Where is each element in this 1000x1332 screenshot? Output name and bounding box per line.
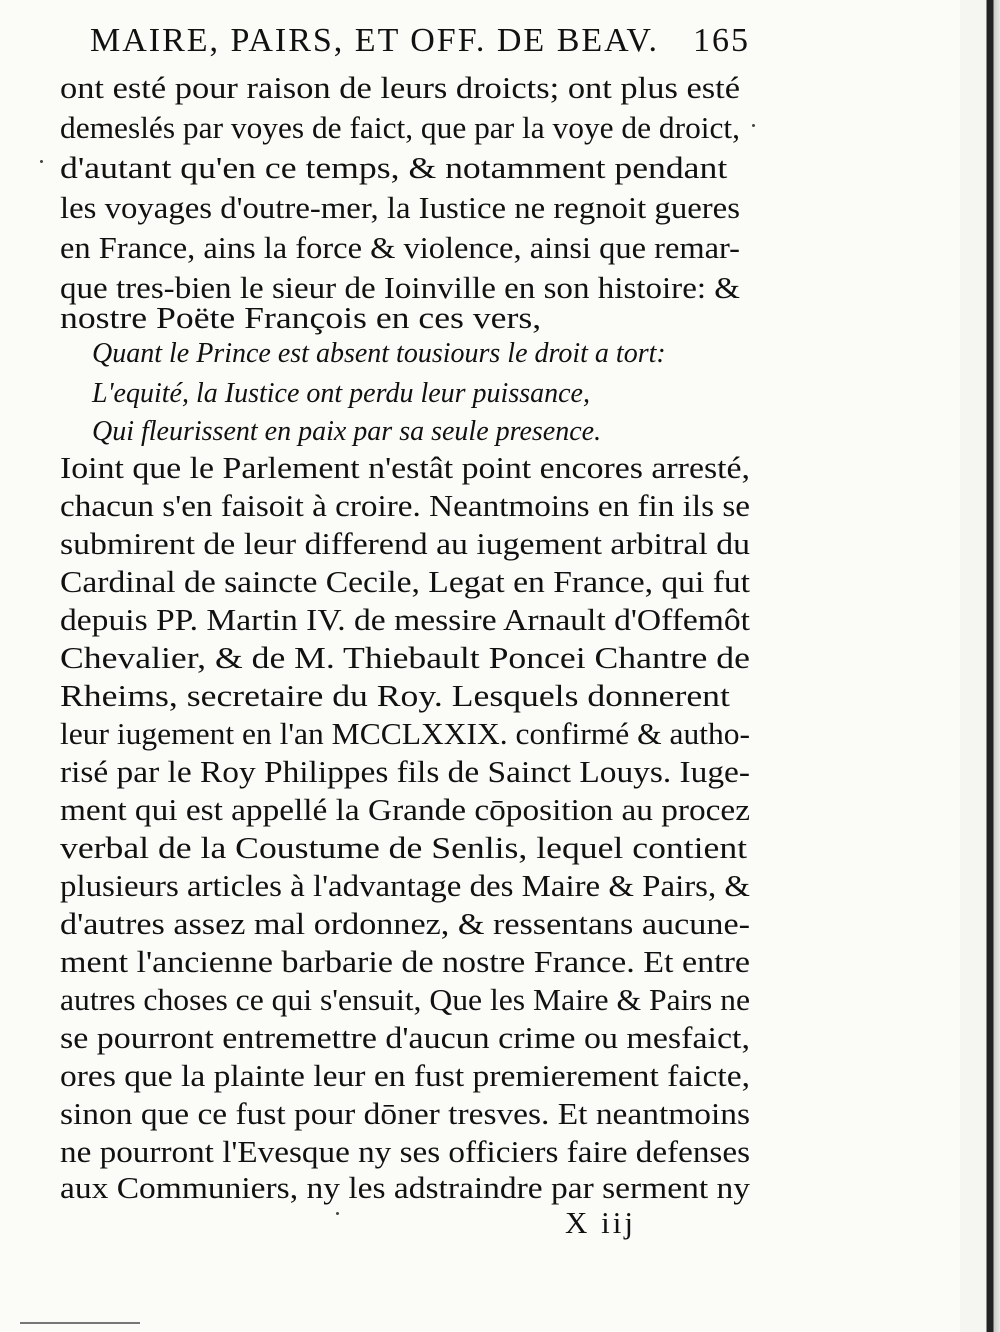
text-line: ores que la plainte leur en fust premierement faicte, [60, 1058, 750, 1093]
verse-line: L'equité, la Iustice ont perdu leur puissance, [92, 378, 590, 409]
text-line: sinon que ce fust pour dōner tresves. Et neantmoins [60, 1096, 750, 1131]
page-edge-shadow [960, 0, 1000, 1332]
text-line: demeslés par voyes de faict, que par la voye de droict, [60, 110, 740, 145]
text-line: verbal de la Coustume de Senlis, lequel contient [60, 830, 748, 865]
ink-speck [336, 1212, 339, 1215]
text-line: en France, ains la force & violence, ainsi que remar- [60, 230, 740, 265]
text-line: ment qui est appellé la Grande cōposition au procez [60, 792, 750, 827]
running-header [90, 22, 750, 72]
text-line: autres choses ce qui s'ensuit, Que les Maire & Pairs ne [60, 982, 750, 1017]
running-title: MAIRE, PAIRS, ET OFF. DE BEAV. [90, 22, 659, 59]
text-line: risé par le Roy Philippes fils de Sainct Louys. Iuge- [60, 754, 750, 789]
text-line: aux Communiers, ny les adstraindre par serment ny [60, 1170, 750, 1205]
text-line: Cardinal de saincte Cecile, Legat en France, qui fut [60, 564, 750, 599]
text-line: d'autant qu'en ce temps, & notamment pendant [60, 150, 728, 185]
ink-speck [752, 124, 755, 127]
text-line: depuis PP. Martin IV. de messire Arnault d'Offemôt [60, 602, 750, 637]
text-line: ont esté pour raison de leurs droicts; ont plus esté [60, 70, 740, 105]
text-line: Chevalier, & de M. Thiebault Poncei Chantre de [60, 640, 750, 675]
text-line: chacun s'en faisoit à croire. Neantmoins en fin ils se [60, 488, 750, 523]
text-line: plusieurs articles à l'advantage des Maire & Pairs, & [60, 868, 750, 903]
text-line: leur iugement en l'an MCCLXXIX. confirmé & autho- [60, 716, 750, 751]
text-line: nostre Poëte François en ces vers, [60, 300, 542, 335]
signature-mark: X iij [565, 1205, 636, 1240]
text-line: Ioint que le Parlement n'estât point encores arresté, [60, 450, 750, 485]
text-line: ment l'ancienne barbarie de nostre France. Et entre [60, 944, 750, 979]
text-line: Rheims, secretaire du Roy. Lesquels donnerent [60, 678, 730, 713]
text-line: submirent de leur differend au iugement arbitral du [60, 526, 750, 561]
verse-line: Quant le Prince est absent tousiours le droit a tort: [92, 338, 666, 369]
text-line: se pourront entremettre d'aucun crime ou mesfaict, [60, 1020, 750, 1055]
text-line: les voyages d'outre-mer, la Iustice ne regnoit gueres [60, 190, 740, 225]
text-line: ne pourront l'Evesque ny ses officiers faire defenses [60, 1134, 750, 1169]
verse-line: Qui fleurissent en paix par sa seule presence. [92, 416, 602, 447]
ink-speck [40, 160, 43, 163]
text-line: que tres-bien le sieur de Ioinville en son histoire: & [60, 270, 740, 305]
text-line: d'autres assez mal ordonnez, & ressentans aucune- [60, 906, 750, 941]
scan-edge-mark [20, 1322, 140, 1324]
page-number: 165 [693, 22, 750, 59]
